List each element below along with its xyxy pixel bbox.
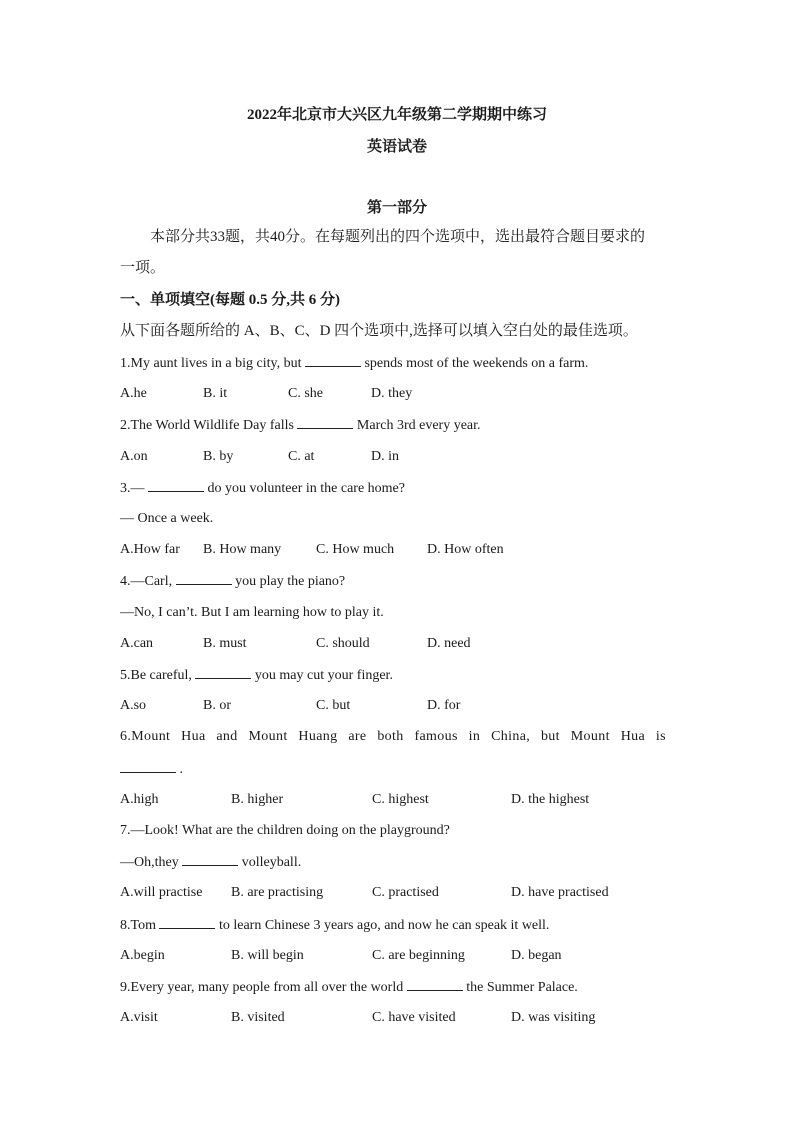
answer-blank bbox=[120, 760, 176, 773]
option-c: C. but bbox=[316, 698, 351, 713]
option-d: D. How often bbox=[427, 542, 504, 557]
option-a: A.will practise bbox=[120, 885, 203, 900]
options-4 bbox=[120, 635, 680, 653]
option-c: C. practised bbox=[372, 885, 439, 900]
answer-blank bbox=[182, 853, 238, 866]
option-d: D. for bbox=[427, 698, 461, 713]
options-7 bbox=[120, 884, 680, 902]
question-text: do you volunteer in the care home? bbox=[204, 481, 405, 496]
question-text: March 3rd every year. bbox=[353, 418, 481, 433]
question-9 bbox=[120, 978, 578, 997]
question-4-reply: —No, I can’t. But I am learning how to play it. bbox=[120, 605, 384, 620]
option-b: B. must bbox=[203, 636, 247, 651]
question-4 bbox=[120, 572, 345, 591]
question-7: 7.—Look! What are the children doing on the playground? bbox=[120, 823, 450, 838]
question-5 bbox=[120, 666, 393, 685]
option-a: A.visit bbox=[120, 1010, 158, 1025]
options-1 bbox=[120, 385, 680, 403]
option-b: B. it bbox=[203, 386, 228, 401]
option-c: C. are beginning bbox=[372, 948, 465, 963]
option-d: D. began bbox=[511, 948, 562, 963]
question-1 bbox=[120, 354, 588, 373]
answer-blank bbox=[297, 416, 353, 429]
question-text: 2.The World Wildlife Day falls bbox=[120, 418, 298, 433]
option-d: D. was visiting bbox=[511, 1010, 596, 1025]
question-text: spends most of the weekends on a farm. bbox=[360, 356, 589, 371]
option-b: B. or bbox=[203, 698, 231, 713]
answer-blank bbox=[407, 978, 463, 991]
exam-subtitle: 英语试卷 bbox=[366, 139, 427, 155]
option-a: A.begin bbox=[120, 948, 165, 963]
option-c: C. have visited bbox=[372, 1010, 456, 1025]
answer-blank bbox=[176, 572, 232, 585]
question-text: 3.— bbox=[120, 481, 148, 496]
question-7-reply bbox=[120, 853, 301, 872]
options-2 bbox=[120, 448, 680, 466]
options-9 bbox=[120, 1009, 680, 1027]
answer-blank bbox=[305, 354, 361, 367]
question-text: 5.Be careful, bbox=[120, 668, 196, 683]
question-text: to learn Chinese 3 years ago, and now he can speak it well. bbox=[215, 918, 550, 933]
question-3 bbox=[120, 479, 405, 498]
question-8 bbox=[120, 916, 549, 935]
option-d: D. in bbox=[371, 449, 399, 464]
option-c: C. highest bbox=[372, 792, 429, 807]
option-a: A.so bbox=[120, 698, 147, 713]
option-d: D. the highest bbox=[511, 792, 590, 807]
question-text: —Oh,they bbox=[120, 855, 183, 870]
intro-line-2: 一项。 bbox=[120, 260, 166, 276]
option-b: B. are practising bbox=[231, 885, 324, 900]
option-b: B. by bbox=[203, 449, 234, 464]
option-b: B. How many bbox=[203, 542, 282, 557]
answer-blank bbox=[148, 479, 204, 492]
intro-line-1: 本部分共33题，共40分。在每题列出的四个选项中，选出最符合题目要求的 bbox=[150, 229, 646, 245]
question-text: you play the piano? bbox=[231, 574, 346, 589]
option-b: B. visited bbox=[231, 1010, 285, 1025]
answer-blank bbox=[195, 666, 251, 679]
option-b: B. higher bbox=[231, 792, 284, 807]
answer-blank bbox=[159, 916, 215, 929]
option-c: C. How much bbox=[316, 542, 395, 557]
option-c: C. should bbox=[316, 636, 370, 651]
option-c: C. she bbox=[288, 386, 323, 401]
exam-title: 2022年北京市大兴区九年级第二学期期中练习 bbox=[246, 107, 547, 123]
option-a: A.can bbox=[120, 636, 154, 651]
question-2 bbox=[120, 416, 481, 435]
question-text: 4.—Carl, bbox=[120, 574, 176, 589]
question-text: 1.My aunt lives in a big city, but bbox=[120, 356, 305, 371]
option-a: A.high bbox=[120, 792, 159, 807]
option-d: D. have practised bbox=[511, 885, 609, 900]
option-a: A.How far bbox=[120, 542, 180, 557]
question-text: . bbox=[176, 762, 183, 777]
question-text: 8.Tom bbox=[120, 918, 160, 933]
option-a: A.on bbox=[120, 449, 148, 464]
option-d: D. need bbox=[427, 636, 471, 651]
options-5 bbox=[120, 697, 680, 715]
part-heading: 第一部分 bbox=[366, 200, 427, 216]
option-a: A.he bbox=[120, 386, 147, 401]
question-6: 6.Mount Hua and Mount Huang are both famous in China, but Mount Hua is bbox=[120, 729, 666, 744]
question-text: you may cut your finger. bbox=[251, 668, 393, 683]
options-6 bbox=[120, 791, 680, 809]
question-text: the Summer Palace. bbox=[462, 980, 578, 995]
option-c: C. at bbox=[288, 449, 315, 464]
options-3 bbox=[120, 541, 680, 559]
options-8 bbox=[120, 947, 680, 965]
question-text: volleyball. bbox=[238, 855, 302, 870]
option-b: B. will begin bbox=[231, 948, 304, 963]
question-3-reply: — Once a week. bbox=[120, 511, 214, 526]
option-d: D. they bbox=[371, 386, 413, 401]
section-instruction: 从下面各题所给的 A、B、C、D 四个选项中,选择可以填入空白处的最佳选项。 bbox=[120, 323, 638, 339]
section-heading: 一、单项填空(每题 0.5 分,共 6 分) bbox=[120, 292, 340, 308]
question-6-continued bbox=[120, 760, 183, 779]
question-text: 9.Every year, many people from all over the world bbox=[120, 980, 407, 995]
